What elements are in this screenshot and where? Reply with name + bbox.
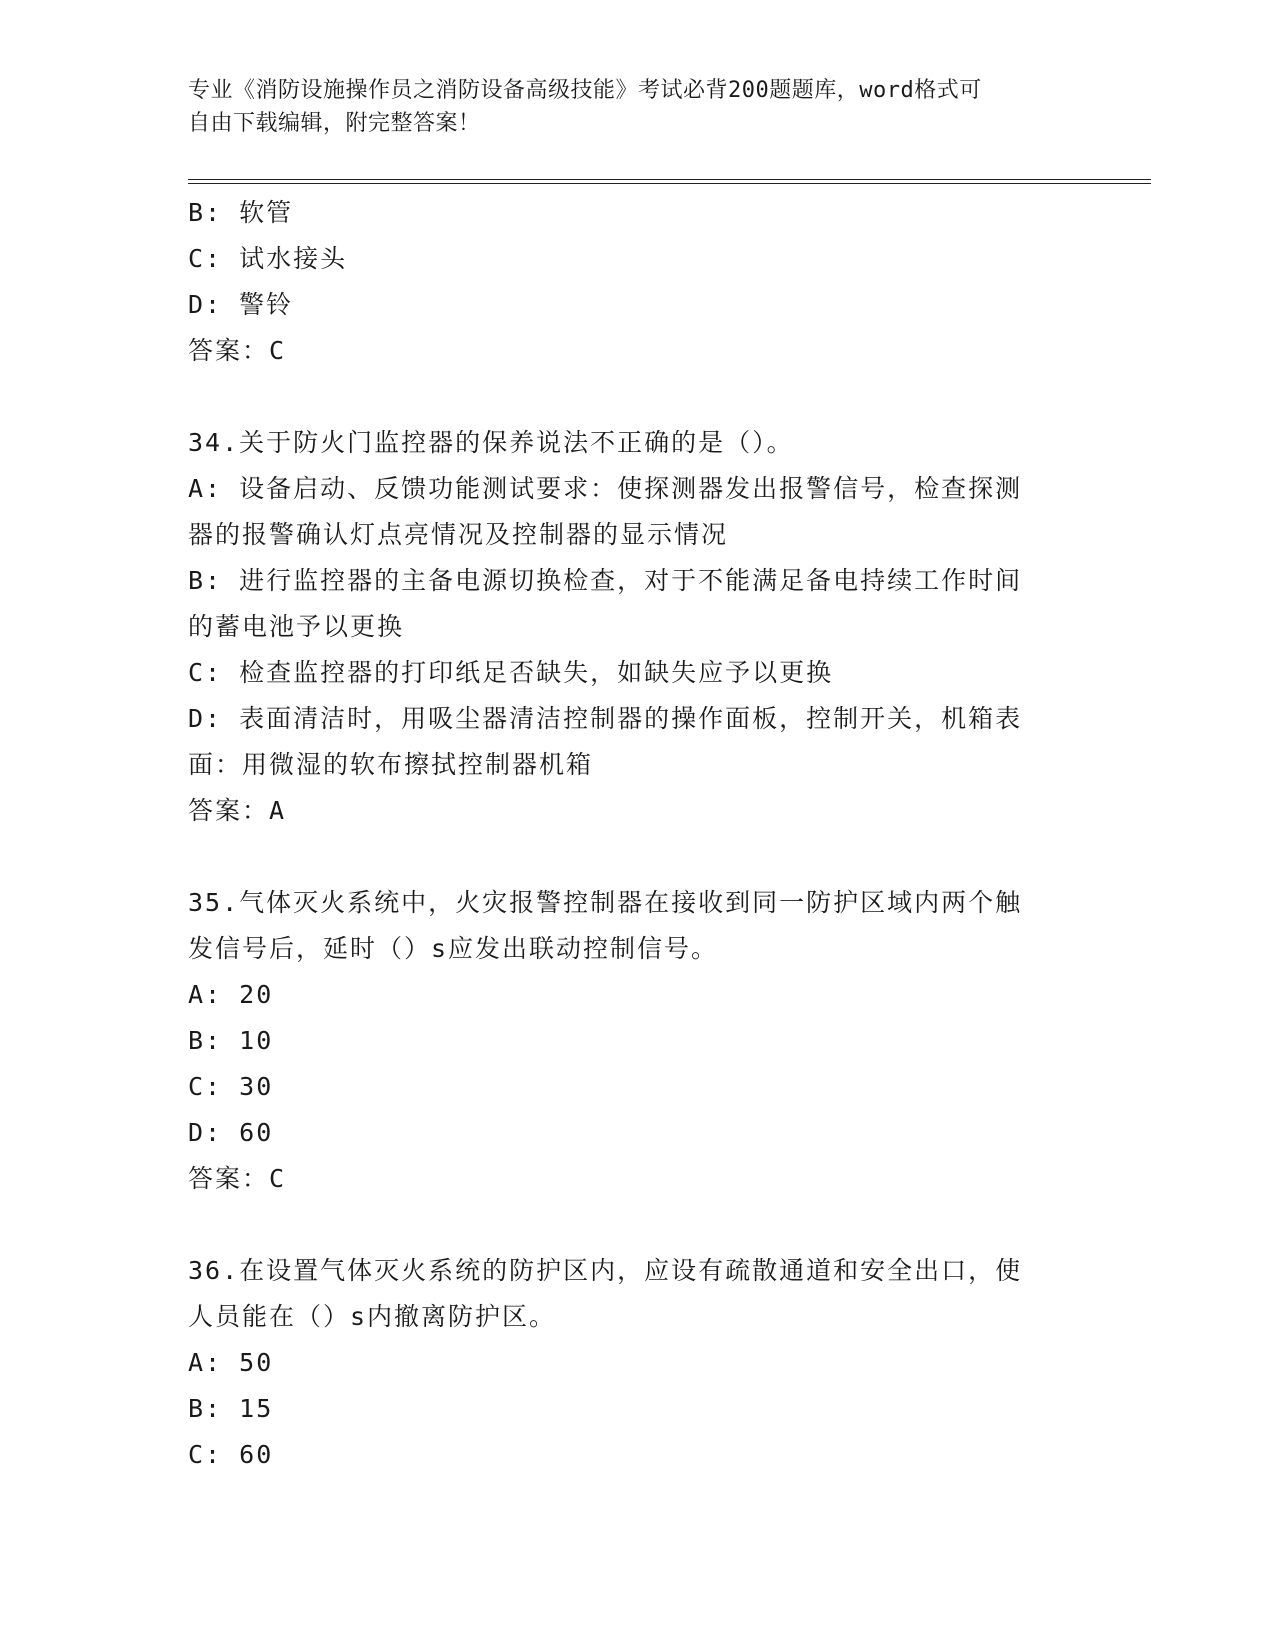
question-content	[188, 190, 1088, 1478]
answer: 答案：C	[188, 1164, 287, 1193]
option-d: D: 警铃	[188, 290, 294, 319]
page-header	[188, 74, 1088, 140]
option-b: B: 软管	[188, 198, 294, 227]
option-c: C: 30	[188, 1072, 274, 1101]
option-a: A: 50	[188, 1348, 274, 1377]
spacer	[188, 374, 1088, 420]
question-35	[188, 880, 1088, 1202]
header-divider-top	[188, 179, 1151, 180]
spacer	[188, 834, 1088, 880]
question-36	[188, 1248, 1088, 1478]
option-b: B: 10	[188, 1026, 274, 1055]
question-33	[188, 190, 1088, 374]
header-line-1: 专业《消防设施操作员之消防设备高级技能》考试必背200题题库，word格式可	[188, 78, 982, 103]
header-line-2: 自由下载编辑，附完整答案！	[188, 111, 481, 136]
option-d-line-1: D: 表面清洁时，用吸尘器清洁控制器的操作面板，控制开关，机箱表	[188, 704, 1023, 733]
question-34	[188, 420, 1088, 834]
question-stem-line-1: 36.在设置气体灭火系统的防护区内，应设有疏散通道和安全出口，使	[188, 1256, 1023, 1285]
option-c: C: 检查监控器的打印纸足否缺失，如缺失应予以更换	[188, 658, 834, 687]
header-divider-bottom	[188, 183, 1151, 184]
spacer	[188, 1202, 1088, 1248]
option-a-line-2: 器的报警确认灯点亮情况及控制器的显示情况	[188, 520, 729, 549]
option-c: C: 试水接头	[188, 244, 348, 273]
answer: 答案：C	[188, 336, 287, 365]
option-c: C: 60	[188, 1440, 274, 1469]
option-b-line-1: B: 进行监控器的主备电源切换检查，对于不能满足备电持续工作时间	[188, 566, 1023, 595]
option-d-line-2: 面：用微湿的软布擦拭控制器机箱	[188, 750, 594, 779]
option-a-line-1: A: 设备启动、反馈功能测试要求：使探测器发出报警信号，检查探测	[188, 474, 1023, 503]
question-stem-line-1: 35.气体灭火系统中，火灾报警控制器在接收到同一防护区域内两个触	[188, 888, 1023, 917]
option-a: A: 20	[188, 980, 274, 1009]
question-stem-line-2: 人员能在（）s内撤离防护区。	[188, 1302, 557, 1331]
question-stem-line-2: 发信号后，延时（）s应发出联动控制信号。	[188, 934, 719, 963]
answer: 答案：A	[188, 796, 287, 825]
option-b: B: 15	[188, 1394, 274, 1423]
option-d: D: 60	[188, 1118, 274, 1147]
question-stem: 34.关于防火门监控器的保养说法不正确的是（）。	[188, 428, 794, 457]
option-b-line-2: 的蓄电池予以更换	[188, 612, 405, 641]
